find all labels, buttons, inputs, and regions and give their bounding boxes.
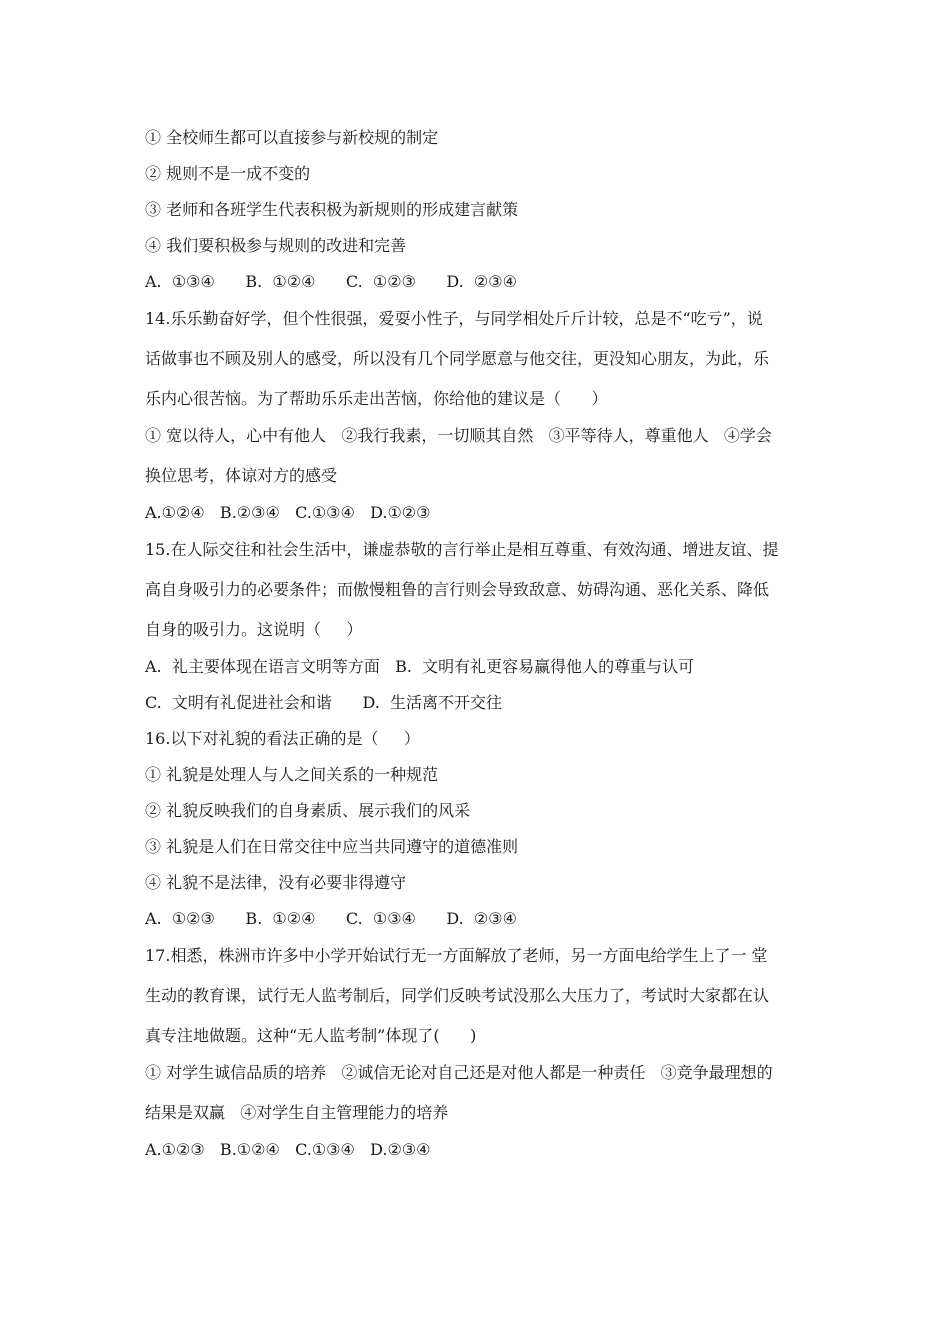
q16-option-2: ② 礼貌反映我们的自身素质、展示我们的风采 bbox=[145, 801, 471, 820]
q14-options-line-1: ① 宽以待人，心中有他人 ②我行我素，一切顺其自然 ③平等待人，尊重他人 ④学会 bbox=[145, 426, 772, 445]
q16-stem: 16.以下对礼貌的看法正确的是（ ） bbox=[145, 729, 420, 748]
q15-answer-choices-2: C. 文明有礼促进社会和谐 D. 生活离不开交往 bbox=[145, 693, 502, 712]
q17-options-line-1: ① 对学生诚信品质的培养 ②诚信无论对自己还是对他人都是一种责任 ③竞争最理想的 bbox=[145, 1063, 773, 1082]
q15-stem-line-3: 自身的吸引力。这说明（ ） bbox=[145, 620, 363, 639]
q17-options-line-2: 结果是双赢 ④对学生自主管理能力的培养 bbox=[145, 1103, 449, 1122]
q13-option-2: ② 规则不是一成不变的 bbox=[145, 164, 311, 183]
q16-option-1: ① 礼貌是处理人与人之间关系的一种规范 bbox=[145, 765, 439, 784]
q16-option-3: ③ 礼貌是人们在日常交往中应当共同遵守的道德准则 bbox=[145, 837, 519, 856]
q14-stem-line-1: 14.乐乐勤奋好学，但个性很强，爱耍小性子，与同学相处斤斤计较，总是不“吃亏”，说 bbox=[145, 309, 763, 328]
q15-stem-line-1: 15.在人际交往和社会生活中，谦虚恭敬的言行举止是相互尊重、有效沟通、增进友谊、提 bbox=[145, 540, 779, 559]
q13-option-1: ① 全校师生都可以直接参与新校规的制定 bbox=[145, 128, 439, 147]
q17-stem-line-1: 17.相悉，株洲市许多中小学开始试行无一方面解放了老师，另一方面电给学生上了一 堂 bbox=[145, 946, 768, 965]
q14-stem-line-3: 乐内心很苦恼。为了帮助乐乐走出苦恼，你给他的建议是（ ） bbox=[145, 389, 608, 408]
q16-answer-choices: A. ①②③ B. ①②④ C. ①③④ D. ②③④ bbox=[145, 909, 517, 928]
q16-option-4: ④ 礼貌不是法律，没有必要非得遵守 bbox=[145, 873, 407, 892]
q14-options-line-2: 换位思考，体谅对方的感受 bbox=[145, 466, 338, 485]
q13-option-3: ③ 老师和各班学生代表积极为新规则的形成建言献策 bbox=[145, 200, 519, 219]
q17-stem-line-2: 生动的教育课，试行无人监考制后，同学们反映考试没那么大压力了，考试时大家都在认 bbox=[145, 986, 770, 1005]
q14-answer-choices: A.①②④ B.②③④ C.①③④ D.①②③ bbox=[145, 503, 431, 522]
q13-answer-choices: A. ①③④ B. ①②④ C. ①②③ D. ②③④ bbox=[145, 272, 517, 291]
q17-answer-choices: A.①②③ B.①②④ C.①③④ D.②③④ bbox=[145, 1140, 431, 1159]
q15-answer-choices-1: A. 礼主要体现在语言文明等方面 B. 文明有礼更容易赢得他人的尊重与认可 bbox=[145, 657, 695, 676]
q14-stem-line-2: 话做事也不顾及别人的感受，所以没有几个同学愿意与他交往，更没知心朋友，为此，乐 bbox=[145, 349, 770, 368]
q15-stem-line-2: 高自身吸引力的必要条件；而傲慢粗鲁的言行则会导致敌意、妨碍沟通、恶化关系、降低 bbox=[145, 580, 770, 599]
q13-option-4: ④ 我们要积极参与规则的改进和完善 bbox=[145, 236, 407, 255]
q17-stem-line-3: 真专注地做题。这种“无人监考制”体现了( ) bbox=[145, 1026, 477, 1045]
